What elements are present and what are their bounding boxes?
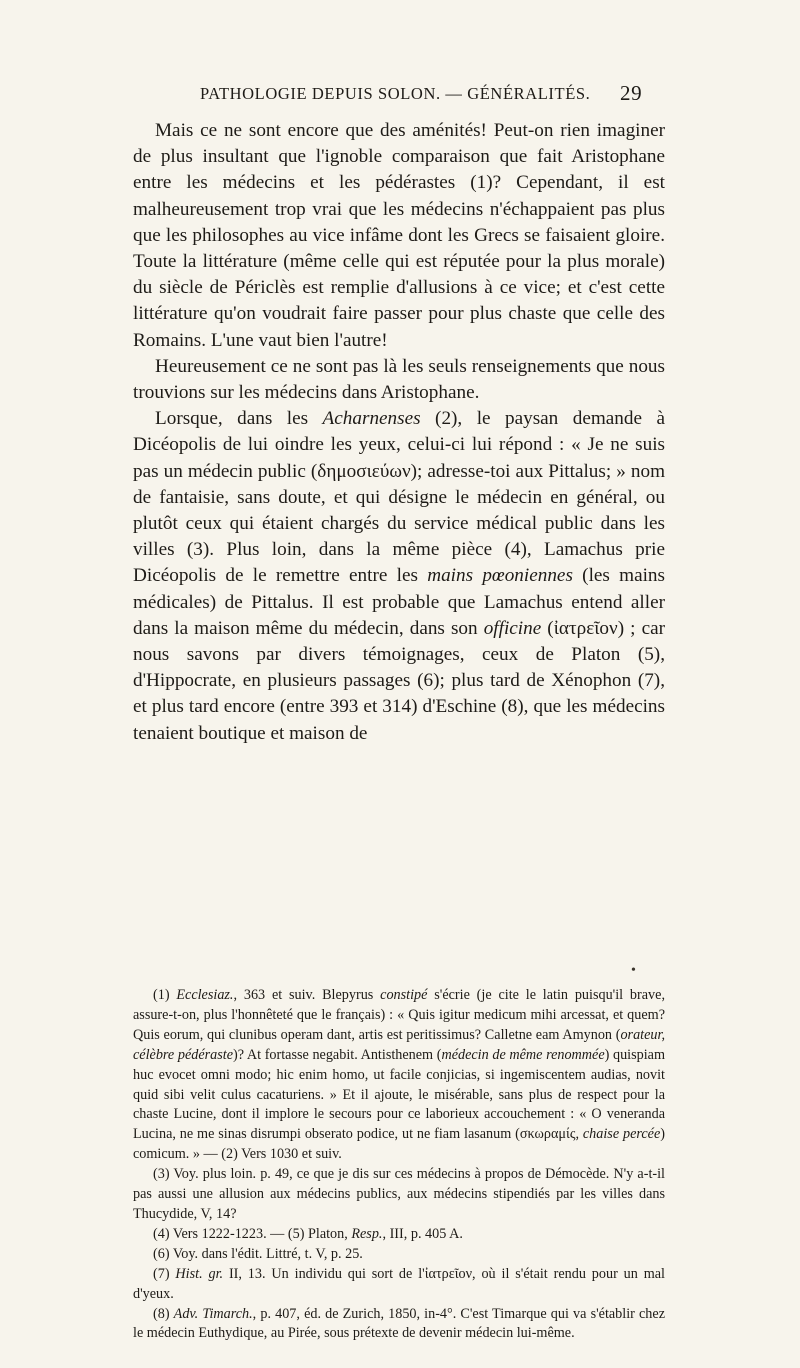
footnote-3 (133, 1165, 665, 1225)
fn7-text-2: II, 13. Un individu qui sort de l' (223, 1265, 425, 1282)
fn1-text-2: , 363 et suiv. Blepyrus (233, 987, 381, 1003)
fn8-text-1: (8) (153, 1305, 174, 1322)
fn4-text-2: , III, p. 405 A. (382, 1225, 463, 1242)
fn7-greek: ἰατρεῖον (424, 1265, 473, 1282)
fn1-text-1: (1) (153, 987, 177, 1003)
footnote-4-5 (133, 1225, 665, 1245)
fn1-italic-5: chaise percée (582, 1126, 661, 1143)
p3-italic-mains: mains pœoniennes (427, 565, 573, 587)
fn1-text-6: , (575, 1126, 583, 1143)
running-title: PATHOLOGIE DEPUIS SOLON. — GÉNÉRALITÉS. (200, 84, 591, 103)
fn1-text-5: ) quispiam huc evocet omni modo; hic enim homo, ut facile conjicias, si ingemiscentem audias, novit quid sibi velit culus cacaturiens. » Et il ajoute, le misérable, sans plus de respect pour la chaste Lucine, dont il implore le secours pour ce laborieux accouchement : « O veneranda Lucina, ne me sinas disrumpi obserato podice, ut ne fiam lasanum ( (133, 1046, 666, 1143)
fn1-italic-3: orateur, célèbre pédéraste (133, 1026, 665, 1063)
main-text (133, 118, 665, 747)
p3-text-5: ( (541, 617, 554, 639)
p3-title-acharnenses: Acharnenses (322, 408, 421, 430)
fn3-text: (3) Voy. plus loin. p. 49, ce que je dis sur ces médecins à propos de Démocède. N'y a-t-il pas aussi une allusion aux médecins publics, aux médecins stipendiés par les villes dans Thucydide, V, 14? (133, 1166, 665, 1222)
fn1-greek: σκωραμίς (519, 1126, 576, 1143)
fn1-italic-2: constipé (380, 987, 428, 1003)
fn1-italic-1: Ecclesiaz. (176, 987, 234, 1003)
p3-greek-2: ἰατρεῖον (553, 617, 618, 639)
fn7-text-3: , où il s'était rendu pour un mal d'yeux. (133, 1265, 665, 1302)
footnote-7 (133, 1265, 665, 1305)
p3-text-3: ); adresse-toi aux Pittalus; » nom de fantaisie, sans doute, et qui désigne le médecin en général, ou plutôt ceux qui étaient chargés du service médical public dans les villes (3). Plus loin, dans la même pièce (4), Lamachus prie Dicéopolis de le remettre entre les (133, 460, 665, 587)
p3-text-1: Lorsque, dans les (155, 408, 323, 430)
page-number: 29 (620, 81, 643, 105)
p3-text-2: (2), le paysan demande à Dicéopolis de lui oindre les yeux, celui-ci lui répond : « Je ne suis pas un médecin public ( (133, 408, 665, 482)
paragraph-3 (133, 406, 665, 747)
fn7-text-1: (7) (153, 1265, 176, 1282)
p3-text-4: (les mains médicales) de Pittalus. Il est probable que Lamachus entend aller dans la maison même du médecin, dans son (133, 565, 665, 639)
p1-text: Mais ce ne sont encore que des aménités! Peut-on rien imaginer de plus insultant que l'ignoble comparaison que fait Aristophane entre les médecins et les pédérastes (1)? Cependant, il est malheureusement trop vrai que les médecins n'échappaient pas plus que les philosophes au vice infâme dont les Grecs se faisaient gloire. Toute la littérature (même celle qui est réputée pour la plus morale) du siècle de Périclès est remplie d'allusions à ce vice; et c'est cette littérature qu'on voudrait faire passer pour plus chaste que celle des Romains. L'une vaut bien l'autre! (133, 120, 665, 351)
footnote-6 (133, 1245, 665, 1265)
fn1-text-3: s'écrie (je cite le latin puisqu'il brave, assure-t-on, plus l'honnêteté que le français) : « Quis igitur medicum mihi arcessat, et quem? Quis eorum, qui clunibus operam dant, artis est peritissimus? Calletne eam Amynon ( (133, 987, 665, 1043)
footnotes (133, 986, 665, 1344)
paragraph-1 (133, 118, 665, 354)
fn4-text-1: (4) Vers 1222-1223. — (5) Platon, (153, 1225, 352, 1242)
fn1-italic-4: médecin de même renommée (441, 1046, 605, 1063)
fn4-italic: Resp. (351, 1225, 383, 1242)
footnote-8 (133, 1305, 665, 1345)
p2-text: Heureusement ce ne sont pas là les seuls renseignements que nous trouvions sur les médecins dans Aristophane. (133, 355, 665, 404)
fn1-text-4: )? At fortasse negabit. Antisthenem ( (233, 1046, 442, 1063)
fn8-text-2: , p. 407, éd. de Zurich, 1850, in-4°. C'est Timarque qui va s'établir chez le médecin Euthydique, au Pirée, sous prétexte de devenir médecin lui-même. (133, 1305, 665, 1342)
p3-italic-officine: officine (483, 617, 542, 639)
fn6-text: (6) Voy. dans l'édit. Littré, t. V, p. 25. (153, 1245, 363, 1262)
fn7-italic: Hist. gr. (175, 1265, 224, 1282)
paragraph-2 (133, 354, 665, 406)
fn1-text-7: ) comicum. » — (2) Vers 1030 et suiv. (133, 1126, 665, 1163)
running-header (200, 81, 660, 110)
footnote-1 (133, 986, 665, 1165)
p3-text-6: ) ; car nous savons par divers témoignages, ceux de Platon (5), d'Hippocrate, en plusieurs passages (6); plus tard de Xénophon (7), et plus tard encore (entre 393 et 314) d'Eschine (8), que les médecins tenaient boutique et maison de (133, 617, 665, 744)
fn8-italic: Adv. Timarch. (173, 1305, 253, 1322)
stray-bullet-mark: • (631, 963, 636, 978)
p3-greek-1: δημοσιεύων (317, 460, 411, 482)
